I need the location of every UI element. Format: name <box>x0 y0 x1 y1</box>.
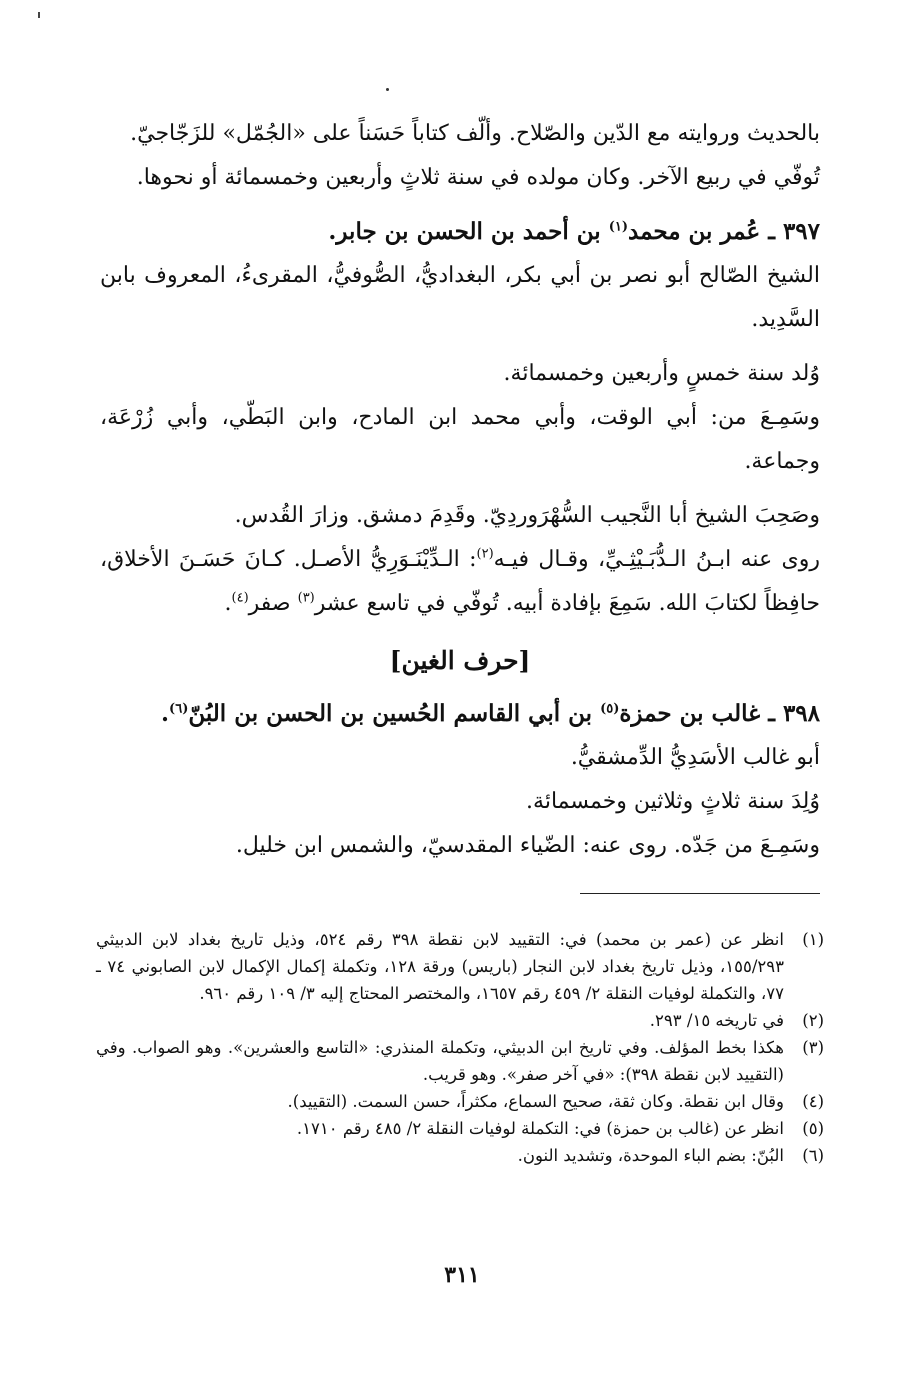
footnote-ref[interactable]: (٥) <box>600 701 620 717</box>
entry-narration <box>100 538 820 626</box>
footnote <box>96 1115 824 1142</box>
footnote <box>96 1142 824 1169</box>
footnote-number: (٥) <box>802 1119 824 1138</box>
footnote <box>96 1088 824 1115</box>
entry-name: بن أبي القاسم الحُسين بن الحسن بن البُنّ <box>188 700 593 727</box>
entry-companion: وصَحِبَ الشيخ أبا النَّجيب السُّهْرَوردِيّ. وقَدِمَ دمشق. وزارَ القُدس. <box>234 503 820 528</box>
footnote-number: (١) <box>802 930 824 949</box>
footnote <box>96 1034 824 1088</box>
footnote-text: انظر عن (عمر بن محمد) في: التقييد لابن نقطة ٣٩٨ رقم ٥٢٤، وذيل تاريخ بغداد لابن الدبيثي ١٥٥/٢٩٣، وذيل تاريخ بغداد لابن النجار (باريس) ورقة ١٢٨، وتكملة إكمال الإكمال لابن الصابوني ٧٤ ـ ٧٧، والتكملة لوفيات النقلة ٢/ ٤٥٩ رقم ١٦٥٧، والمختصر المحتاج إليه ٣/ ١٠٩ رقم ٩٦٠. <box>96 930 784 1003</box>
footnote-ref[interactable]: (٤) <box>231 590 249 606</box>
entry-born: وُلِدَ سنة ثلاثٍ وثلاثين وخمسمائة. <box>526 789 820 814</box>
entry-born: وُلد سنة خمسٍ وأربعين وخمسمائة. <box>503 361 820 386</box>
section-heading: [حرف الغين] <box>389 646 531 675</box>
footnote-separator <box>580 893 820 894</box>
intro-line: بالحديث وروايته مع الدّين والصّلاح. وألّف كتاباً حَسَناً على «الجُمّل» للزَجّاجيّ. <box>130 121 820 146</box>
page-number: ٣١١ <box>444 1262 480 1288</box>
footnote <box>96 1007 824 1034</box>
narration-text: . <box>224 591 232 616</box>
footnote-text: انظر عن (غالب بن حمزة) في: التكملة لوفيات النقلة ٢/ ٤٨٥ رقم ١٧١٠. <box>296 1119 784 1138</box>
footnote <box>96 926 824 1007</box>
footnote-text: وقال ابن نقطة. وكان ثقة، صحيح السماع، مكثراً، حسن السمت. (التقييد). <box>287 1092 784 1111</box>
footnote-ref[interactable]: (٣) <box>297 590 315 606</box>
entry-name: عُمر بن محمد <box>628 218 761 245</box>
footnote-number: (٣) <box>802 1038 824 1057</box>
footnote-text: هكذا بخط المؤلف. وفي تاريخ ابن الدبيثي، وتكملة المنذري: «التاسع والعشرين». وهو الصواب. وفي (التقييد لابن نقطة ٣٩٨): «في آخر صفر». وهو قريب. <box>96 1038 784 1084</box>
entry-name: بن أحمد بن الحسن بن جابر. <box>328 218 601 245</box>
entry-heard: وسَمِـعَ من جَدّه. روى عنه: الضّياء المقدسيّ، والشمس ابن خليل. <box>235 833 820 858</box>
footnote-number: (٢) <box>802 1011 824 1030</box>
entry-bio: الشيخ الصّالح أبو نصر بن أبي بكر، البغداديُّ، الصُّوفيُّ، المقرىءُ، المعروف بابن السَّدِيد. <box>100 263 820 332</box>
footnote-ref[interactable]: (٢) <box>476 546 494 562</box>
footnote-text: في تاريخه ١٥/ ٢٩٣. <box>649 1011 784 1030</box>
main-text <box>100 112 820 868</box>
entry-kunya: أبو غالب الأسَدِيُّ الدِّمشقيُّ. <box>570 745 820 770</box>
entry-398-heading <box>100 692 820 736</box>
footnote-text: البُنّ: بضم الباء الموحدة، وتشديد النون. <box>517 1146 784 1165</box>
narration-text: : الـدِّيْنَـوَرِيُّ الأصـل. كـانَ حَسَـنَ الأخلاق، حافِظاً لكتابَ الله. سَمِعَ بإفادة أبيه. تُوفّي في تاسع عشر <box>100 547 820 616</box>
footnote-ref[interactable]: (١) <box>608 219 628 235</box>
footnote-ref[interactable]: (٦) <box>169 701 189 717</box>
entry-heard: وسَمِـعَ من: أبي الوقت، وأبي محمد ابن المادح، وابن البَطّي، وأبي زُرْعَة، وجماعة. <box>100 405 820 474</box>
entry-397-heading <box>100 210 820 254</box>
entry-name: . <box>161 700 170 727</box>
entry-name: غالب بن حمزة <box>619 700 761 727</box>
footnotes <box>96 926 824 1169</box>
corner-mark <box>38 12 40 18</box>
narration-text: صفر <box>248 591 291 616</box>
entry-number: ٣٩٨ ـ <box>768 700 820 727</box>
intro-line: تُوفّي في ربيع الآخر. وكان مولده في سنة ثلاثٍ وأربعين وخمسمائة أو نحوها. <box>136 165 820 190</box>
footnote-number: (٤) <box>802 1092 824 1111</box>
narration-text: روى عنه ابـنُ الـدُّبَـيْثِـيِّ، وقـال فيـه <box>493 547 820 572</box>
footnote-number: (٦) <box>802 1146 824 1165</box>
dot-mark <box>386 88 389 91</box>
entry-number: ٣٩٧ ـ <box>768 218 820 245</box>
